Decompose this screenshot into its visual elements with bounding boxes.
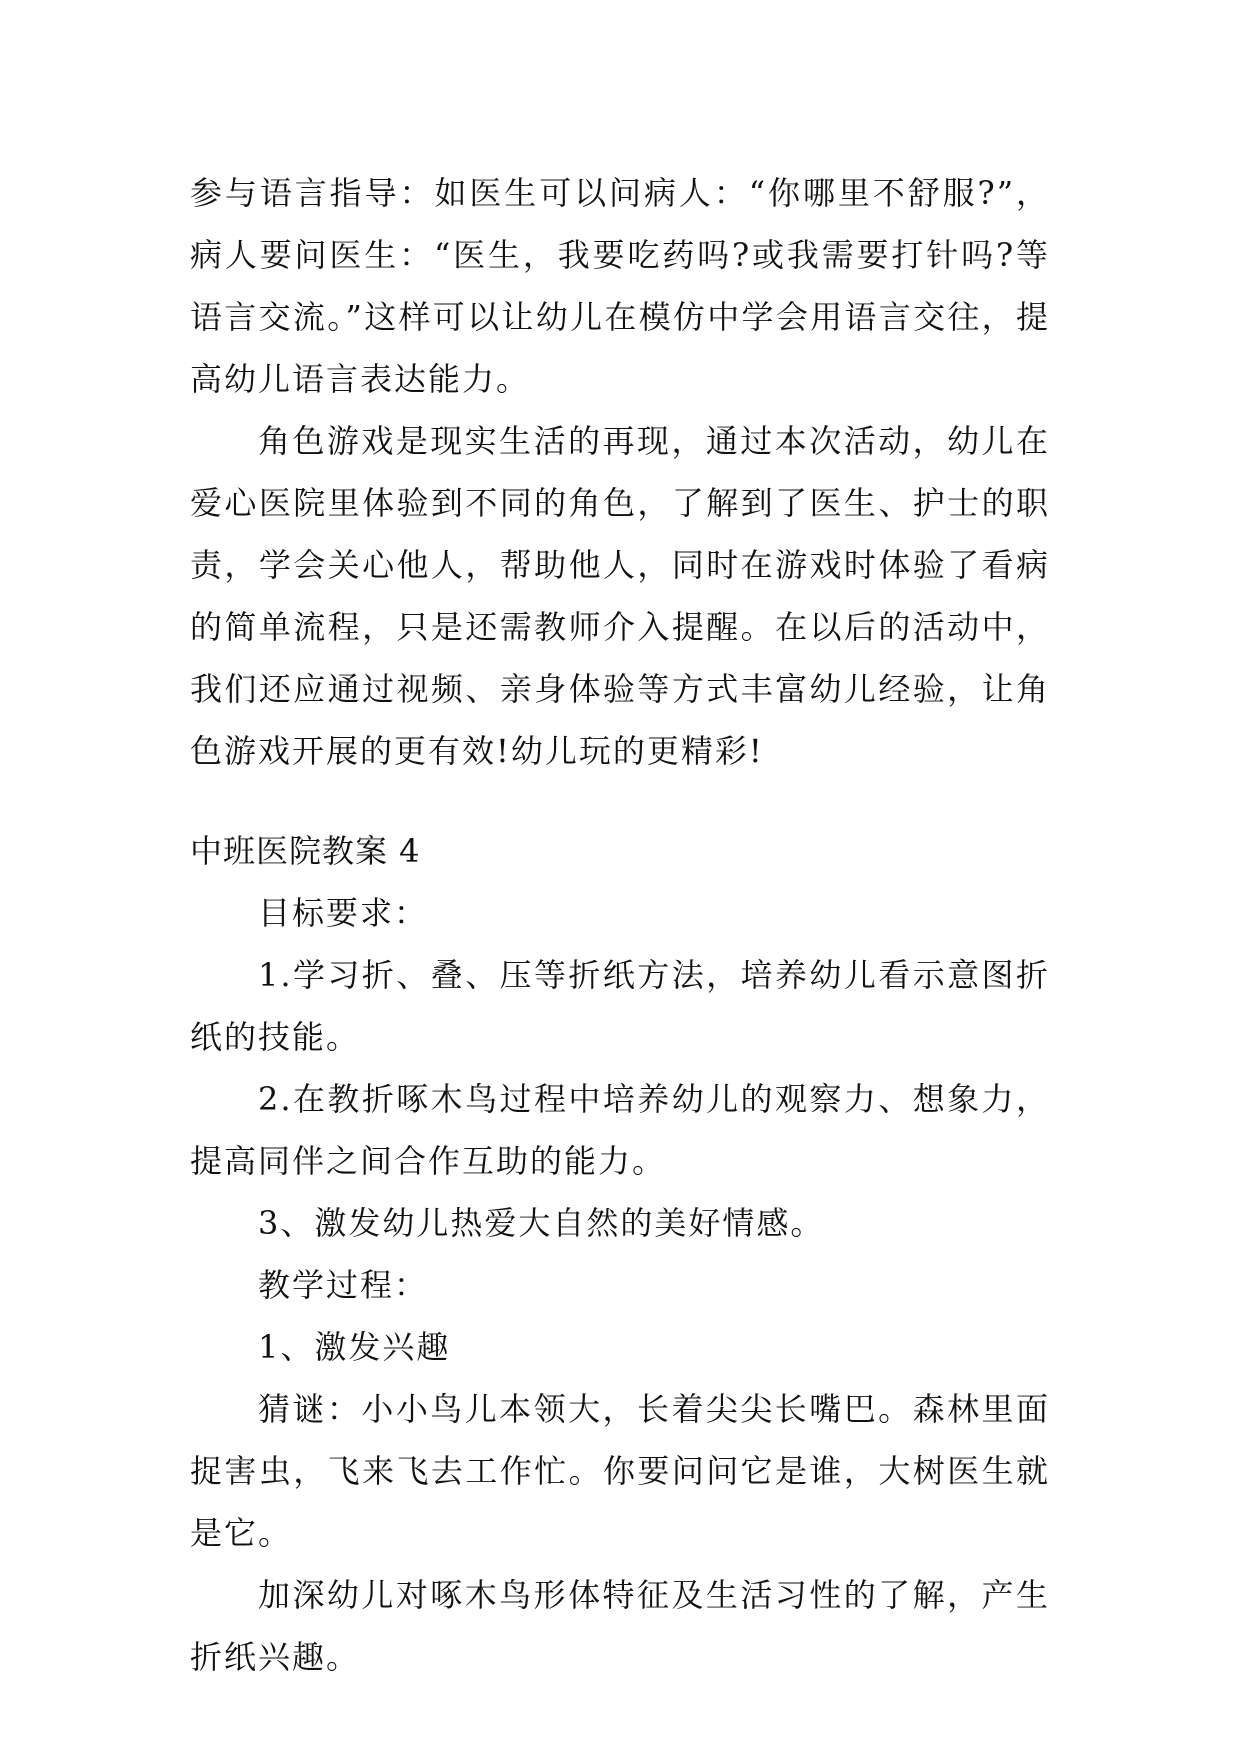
riddle-paragraph: 猜谜：小小鸟儿本领大，长着尖尖长嘴巴。森林里面捉害虫，飞来飞去工作忙。你要问问它是谁，大树医生就是它。 <box>190 1390 1050 1552</box>
goal-item-3: 3、激发幼儿热爱大自然的美好情感。 <box>258 1204 825 1242</box>
section-gap <box>190 782 1050 820</box>
process-step-1: 1、激发兴趣 <box>258 1328 451 1366</box>
section-title: 中班医院教案 4 <box>190 832 421 870</box>
goals-label: 目标要求： <box>258 894 429 932</box>
goal-item-2: 2.在教折啄木鸟过程中培养幼儿的观察力、想象力，提高同伴之间合作互助的能力。 <box>190 1080 1050 1180</box>
paragraph-role-play-guidance: 参与语言指导：如医生可以问病人：“你哪里不舒服?”，病人要问医生：“医生，我要吃药吗?或我需要打针吗?等语言交流。”这样可以让幼儿在模仿中学会用语言交往，提高幼儿语言表达能力。 <box>190 174 1050 398</box>
deepen-paragraph: 加深幼儿对啄木鸟形体特征及生活习性的了解，产生折纸兴趣。 <box>190 1576 1050 1676</box>
paragraph-role-play-reflection: 角色游戏是现实生活的再现，通过本次活动，幼儿在爱心医院里体验到不同的角色，了解到了医生、护士的职责，学会关心他人，帮助他人，同时在游戏时体验了看病的简单流程，只是还需教师介入提醒。在以后的活动中，我们还应通过视频、亲身体验等方式丰富幼儿经验，让角色游戏开展的更有效!幼儿玩的更精彩! <box>190 422 1050 770</box>
goal-item-1: 1.学习折、叠、压等折纸方法，培养幼儿看示意图折纸的技能。 <box>190 956 1050 1056</box>
process-label: 教学过程： <box>258 1266 429 1304</box>
document-body <box>190 162 1050 1688</box>
